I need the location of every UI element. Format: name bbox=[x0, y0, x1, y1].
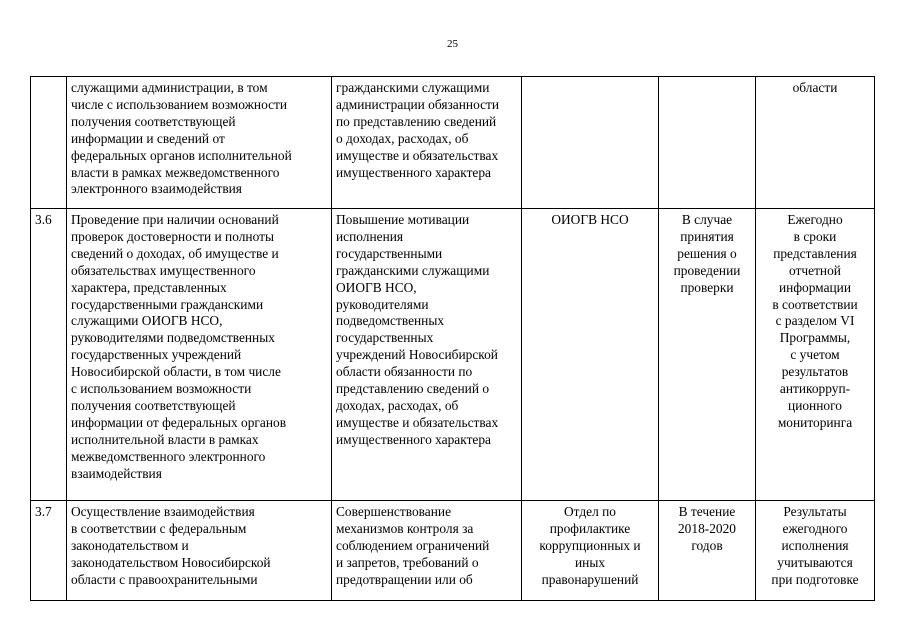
program-table bbox=[30, 76, 875, 601]
text-line: информации от федеральных органов bbox=[71, 414, 287, 430]
term-cell bbox=[659, 501, 756, 601]
text-line: межведомственного электронного bbox=[71, 448, 266, 464]
text-line: и запретов, требований о bbox=[336, 554, 479, 570]
text-line: государственных учреждений bbox=[71, 347, 242, 363]
text-line: государственных bbox=[336, 330, 434, 346]
text-line: с учетом bbox=[790, 347, 840, 363]
text-line: руководителями подведомственных bbox=[71, 330, 275, 346]
text-line: правонарушений bbox=[541, 571, 639, 587]
text-line: профилактике bbox=[549, 520, 631, 536]
text-line: служащими администрации, в том bbox=[71, 80, 268, 95]
goal-cell bbox=[332, 209, 522, 501]
text-line: Повышение мотивации bbox=[336, 212, 470, 227]
text-line: гражданскими служащими bbox=[336, 262, 490, 278]
text-line: предотвращении или об bbox=[336, 571, 473, 587]
text-line: решения о bbox=[677, 245, 737, 261]
result-cell bbox=[756, 77, 875, 209]
text-line: законодательством Новосибирской bbox=[71, 554, 271, 570]
text-line: имущественного характера bbox=[336, 164, 491, 180]
term-cell bbox=[659, 77, 756, 209]
row-number-cell: 3.6 bbox=[31, 209, 67, 501]
text-line: ОИОГВ НСО, bbox=[336, 279, 417, 295]
text-line: исполнительной власти в рамках bbox=[71, 431, 259, 447]
text-line: в соответствии bbox=[772, 296, 858, 312]
event-cell bbox=[67, 209, 332, 501]
text-line: о доходах, расходах, об bbox=[336, 130, 469, 146]
text-line: отчетной bbox=[789, 262, 841, 278]
text-line: гражданскими служащими bbox=[336, 80, 490, 95]
text-line: мониторинга bbox=[777, 414, 853, 430]
text-line: сведений о доходах, об имуществе и bbox=[71, 245, 279, 261]
text-line: коррупционных и bbox=[539, 537, 641, 553]
result-cell bbox=[756, 209, 875, 501]
text-line: принятия bbox=[680, 228, 734, 244]
text-line: учреждений Новосибирской bbox=[336, 347, 498, 363]
text-line: в сроки bbox=[793, 228, 837, 244]
text-line: антикорруп- bbox=[779, 381, 851, 397]
text-line: доходах, расходах, об bbox=[336, 397, 459, 413]
text-line: подведомственных bbox=[336, 313, 445, 329]
event-cell bbox=[67, 501, 332, 601]
text-line: соблюдением ограничений bbox=[336, 537, 490, 553]
text-line: получения соответствующей bbox=[71, 397, 236, 413]
goal-cell bbox=[332, 501, 522, 601]
text-line: при подготовке bbox=[771, 571, 859, 587]
text-line: Осуществление взаимодействия bbox=[71, 504, 255, 519]
text-line: области bbox=[792, 80, 838, 95]
row-number-cell bbox=[31, 77, 67, 209]
text-line: федеральных органов исполнительной bbox=[71, 147, 292, 163]
text-line: результатов bbox=[781, 364, 849, 380]
text-line: руководителями bbox=[336, 296, 429, 312]
text-line: ежегодного bbox=[782, 520, 848, 536]
text-line: области обязанности по bbox=[336, 364, 473, 380]
text-line: годов bbox=[691, 537, 723, 553]
page-number: 25 bbox=[447, 38, 458, 50]
text-line: с разделом VI bbox=[775, 313, 855, 329]
text-line: иных bbox=[574, 554, 606, 570]
text-line: ционного bbox=[788, 397, 842, 413]
executor-cell bbox=[522, 501, 659, 601]
text-line: механизмов контроля за bbox=[336, 520, 474, 536]
text-line: имущественного характера bbox=[336, 431, 491, 447]
executor-cell bbox=[522, 209, 659, 501]
table-row bbox=[31, 77, 875, 209]
text-line: служащими ОИОГВ НСО, bbox=[71, 313, 223, 329]
event-cell bbox=[67, 77, 332, 209]
text-line: 2018-2020 bbox=[677, 520, 737, 536]
text-line: характера, представленных bbox=[71, 279, 227, 295]
text-line: В случае bbox=[681, 212, 733, 227]
text-line: Новосибирской области, в том числе bbox=[71, 364, 281, 380]
text-line: информации bbox=[778, 279, 852, 295]
text-line: Совершенствование bbox=[336, 504, 452, 519]
text-line: области с правоохранительными bbox=[71, 571, 258, 587]
text-line: администрации обязанности bbox=[336, 96, 500, 112]
text-line: с использованием возможности bbox=[71, 381, 252, 397]
text-line: проверок достоверности и полноты bbox=[71, 228, 274, 244]
text-line: власти в рамках межведомственного bbox=[71, 164, 280, 180]
text-line: по представлению сведений bbox=[336, 113, 497, 129]
executor-cell bbox=[522, 77, 659, 209]
table-row bbox=[31, 501, 875, 601]
text-line: Отдел по bbox=[564, 504, 616, 519]
text-line: учитываются bbox=[777, 554, 853, 570]
row-number-cell: 3.7 bbox=[31, 501, 67, 601]
text-line: Результаты bbox=[783, 504, 847, 519]
text-line: государственными гражданскими bbox=[71, 296, 264, 312]
text-line: В течение bbox=[678, 504, 736, 519]
text-line: Программы, bbox=[779, 330, 851, 346]
goal-cell bbox=[332, 77, 522, 209]
text-line: взаимодействия bbox=[71, 465, 162, 481]
text-line: исполнения bbox=[781, 537, 849, 553]
text-line: государственными bbox=[336, 245, 443, 261]
term-cell bbox=[659, 209, 756, 501]
text-line: представлению сведений о bbox=[336, 381, 490, 397]
text-line: получения соответствующей bbox=[71, 113, 236, 129]
text-line: представления bbox=[773, 245, 857, 261]
text-line: в соответствии с федеральным bbox=[71, 520, 247, 536]
text-line: электронного взаимодействия bbox=[71, 181, 242, 197]
text-line: информации и сведений от bbox=[71, 130, 225, 146]
text-line: Проведение при наличии оснований bbox=[71, 212, 279, 227]
text-line: проведении bbox=[673, 262, 741, 278]
text-line: числе с использованием возможности bbox=[71, 96, 288, 112]
text-line: исполнения bbox=[336, 228, 404, 244]
text-line: обязательствах имущественного bbox=[71, 262, 256, 278]
text-line: имуществе и обязательствах bbox=[336, 147, 499, 163]
result-cell bbox=[756, 501, 875, 601]
text-line: имуществе и обязательствах bbox=[336, 414, 499, 430]
text-line: законодательством и bbox=[71, 537, 189, 553]
text-line: ОИОГВ НСО bbox=[551, 212, 629, 227]
text-line: проверки bbox=[680, 279, 734, 295]
table-row bbox=[31, 209, 875, 501]
text-line: Ежегодно bbox=[787, 212, 843, 227]
